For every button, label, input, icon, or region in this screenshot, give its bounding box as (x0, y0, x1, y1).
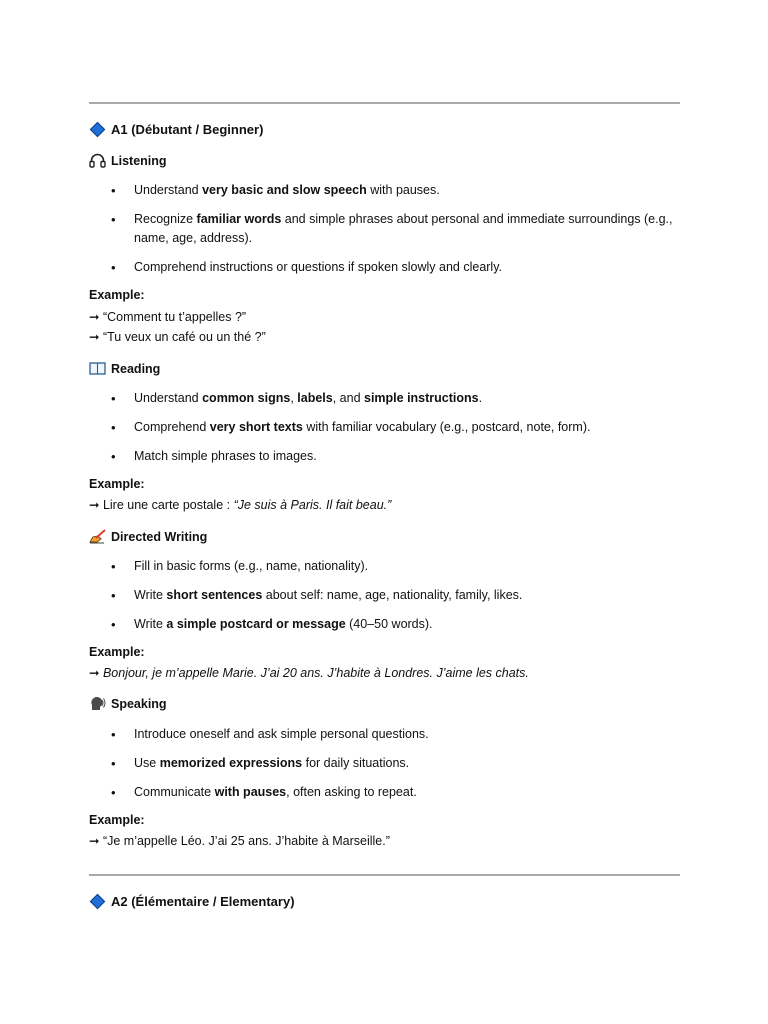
speaking-heading: Speaking (89, 696, 167, 711)
list-item: • Comprehend very short texts with familiar vocabulary (e.g., postcard, note, form). (89, 418, 680, 437)
a1-heading: A1 (Débutant / Beginner) (89, 122, 263, 137)
example-label: Example: (89, 813, 145, 827)
reading-list (89, 389, 680, 466)
writing-list (89, 557, 680, 634)
example-label: Example: (89, 645, 145, 659)
list-item: • Recognize familiar words and simple phrases about personal and immediate surroundings (e.g., name, age, address). (89, 210, 680, 248)
example-label: Example: (89, 288, 145, 302)
list-item: • Match simple phrases to images. (89, 447, 680, 466)
list-item: • Understand common signs, labels, and simple instructions. (89, 389, 680, 408)
example-label: Example: (89, 477, 145, 491)
speaking-head-icon (89, 696, 106, 711)
list-item: • Use memorized expressions for daily situations. (89, 754, 680, 773)
writing-hand-icon (89, 529, 106, 544)
list-item: • Communicate with pauses, often asking to repeat. (89, 783, 680, 802)
horizontal-rule (89, 102, 680, 104)
headphones-icon (89, 153, 106, 168)
example-line: ➞ “Je m’appelle Léo. J’ai 25 ans. J’habite à Marseille.” (89, 834, 390, 848)
directed-writing-heading: Directed Writing (89, 529, 207, 544)
list-item: • Fill in basic forms (e.g., name, nationality). (89, 557, 680, 576)
list-item: • Write a simple postcard or message (40–50 words). (89, 615, 680, 634)
list-item: • Understand very basic and slow speech with pauses. (89, 181, 680, 200)
a2-heading: A2 (Élémentaire / Elementary) (89, 894, 295, 909)
horizontal-rule (89, 874, 680, 876)
listening-heading: Listening (89, 153, 167, 168)
blue-diamond-icon (90, 894, 106, 910)
example-line: ➞ “Comment tu t’appelles ?” (89, 310, 247, 324)
example-line: ➞ Lire une carte postale : “Je suis à Paris. Il fait beau.” (89, 498, 392, 512)
list-item: • Introduce oneself and ask simple personal questions. (89, 725, 680, 744)
list-item: • Write short sentences about self: name, age, nationality, family, likes. (89, 586, 680, 605)
example-line: ➞ “Tu veux un café ou un thé ?” (89, 330, 266, 344)
reading-heading: Reading (89, 361, 160, 376)
list-item: • Comprehend instructions or questions if spoken slowly and clearly. (89, 258, 680, 277)
blue-diamond-icon (90, 122, 106, 138)
example-line: ➞ Bonjour, je m’appelle Marie. J’ai 20 ans. J’habite à Londres. J’aime les chats. (89, 666, 529, 680)
listening-list (89, 181, 680, 277)
speaking-list (89, 725, 680, 802)
open-book-icon (89, 361, 106, 376)
